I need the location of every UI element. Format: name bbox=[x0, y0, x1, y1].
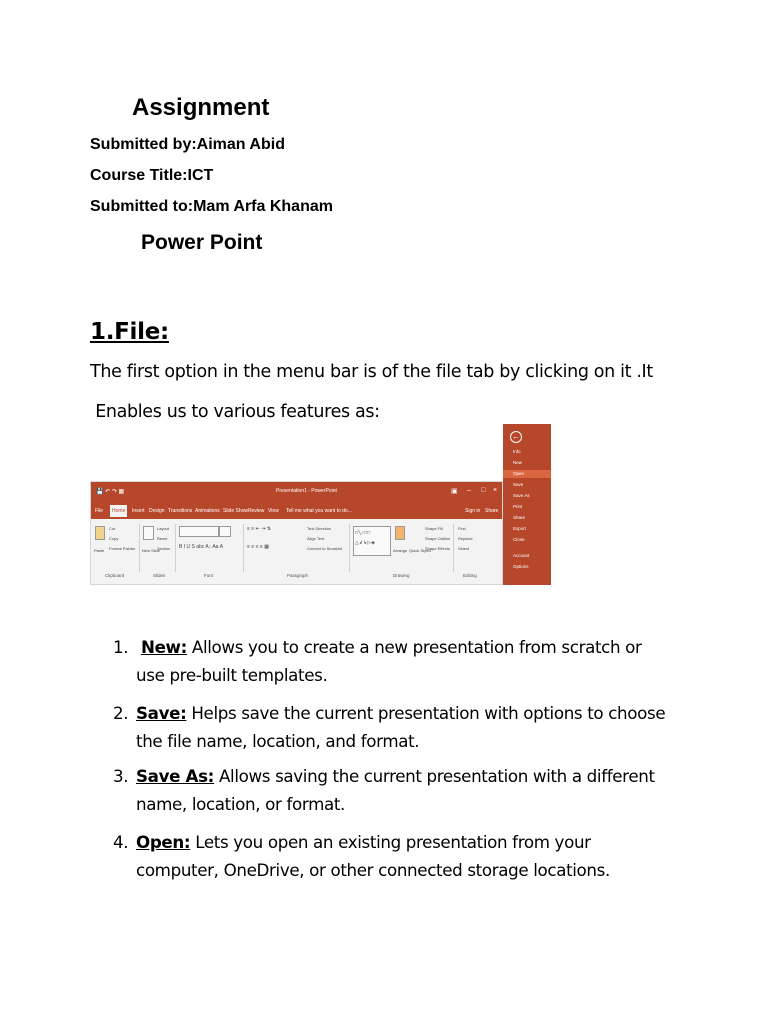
arrange-label: Arrange bbox=[393, 548, 408, 553]
group-editing: Editing bbox=[463, 573, 477, 578]
list-text-continued: use pre-built templates. bbox=[136, 664, 328, 685]
tab-animations: Animations bbox=[195, 508, 220, 514]
menu-item-save-as: Save As bbox=[513, 493, 530, 498]
file-backstage-menu bbox=[503, 424, 551, 585]
tab-view: View bbox=[268, 508, 279, 514]
list-term: New: bbox=[140, 637, 187, 657]
list-text: Allows you to create a new presentation from scratch or bbox=[186, 637, 642, 657]
find-label: Find bbox=[458, 526, 466, 531]
menu-item-options: Options bbox=[513, 564, 529, 569]
close-icon: × bbox=[493, 487, 498, 494]
convert-smartart-label: Convert to SmartArt bbox=[307, 546, 343, 551]
shapes-icons: □╲○□□ bbox=[355, 530, 371, 536]
menu-item-info: Info bbox=[513, 449, 521, 454]
list-text-continued: computer, OneDrive, or other connected storage locations. bbox=[136, 859, 610, 880]
section-heading: 1.File: bbox=[90, 319, 169, 345]
list-text: Helps save the current presentation with options to choose bbox=[186, 703, 666, 723]
group-slides: Slides bbox=[153, 573, 166, 578]
list-text-continued: the file name, location, and format. bbox=[136, 730, 420, 751]
shape-outline-label: Shape Outline bbox=[425, 536, 451, 541]
list-icons: ≡ ≡ ⇤ ⇥ ⇅ bbox=[247, 526, 271, 532]
intro-line-2: Enables us to various features as: bbox=[90, 402, 380, 422]
group-paragraph: Paragraph bbox=[287, 573, 309, 578]
course-title: Course Title:ICT bbox=[90, 167, 214, 184]
tab-file: File bbox=[95, 508, 104, 514]
tab-home: Home bbox=[110, 505, 127, 517]
window-title: Presentation1 - PowerPoint bbox=[276, 488, 337, 494]
replace-label: Replace bbox=[458, 536, 473, 541]
paste-icon bbox=[95, 526, 105, 540]
menu-item-new: New bbox=[513, 460, 523, 465]
menu-item-account: Account bbox=[513, 553, 530, 558]
list-text: Allows saving the current presentation with a different bbox=[214, 766, 655, 786]
group-drawing: Drawing bbox=[393, 573, 410, 578]
font-format-icons: B I U S abc A↓ Aa A bbox=[179, 544, 223, 550]
list-number: 1. bbox=[113, 637, 129, 657]
tell-me-box: Tell me what you want to do... bbox=[286, 508, 352, 514]
intro-line-1: The first option in the menu bar is of the file tab by clicking on it .It bbox=[90, 362, 653, 382]
minimize-icon: – bbox=[467, 487, 471, 494]
list-term: Open: bbox=[136, 832, 191, 852]
list-term: Save As: bbox=[136, 766, 215, 786]
list-text-continued: name, location, or format. bbox=[136, 793, 346, 814]
text-direction-label: Text Direction bbox=[307, 526, 332, 531]
ribbon-tabs bbox=[91, 502, 502, 519]
shape-effects-label: Shape Effects bbox=[425, 546, 450, 551]
group-clipboard: Clipboard bbox=[105, 573, 125, 578]
select-label: Select bbox=[458, 546, 470, 551]
restore-icon: □ bbox=[481, 487, 486, 494]
powerpoint-ribbon-screenshot bbox=[90, 481, 503, 585]
list-text: Lets you open an existing presentation from your bbox=[190, 832, 591, 852]
tab-review: Review bbox=[248, 508, 265, 514]
quick-access-icons: 💾 ↶ ↷ ▦ bbox=[96, 489, 125, 495]
document-subtitle: Power Point bbox=[141, 231, 263, 254]
back-arrow-icon: ← bbox=[512, 432, 520, 441]
submitted-by: Submitted by:Aiman Abid bbox=[90, 136, 285, 153]
group-divider bbox=[175, 524, 176, 572]
quick-styles-label: Quick Styles bbox=[409, 548, 432, 553]
layout-label: Layout bbox=[157, 526, 170, 531]
list-number: 4. bbox=[113, 832, 129, 852]
arrange-icon bbox=[395, 526, 405, 540]
sign-in-link: Sign in bbox=[465, 508, 481, 514]
group-divider bbox=[349, 524, 350, 572]
share-button: Share bbox=[485, 508, 499, 514]
group-divider bbox=[139, 524, 140, 572]
align-icons: ≡ ≡ ≡ ≡ ▦ bbox=[247, 544, 269, 550]
shape-fill-label: Shape Fill bbox=[425, 526, 443, 531]
group-divider bbox=[453, 524, 454, 572]
paste-label: Paste bbox=[94, 548, 105, 553]
tab-design: Design bbox=[149, 508, 165, 514]
menu-item-print: Print bbox=[513, 504, 523, 509]
group-divider bbox=[243, 524, 244, 572]
font-size-box bbox=[219, 526, 231, 537]
submitted-to: Submitted to:Mam Arfa Khanam bbox=[90, 198, 333, 215]
group-font: Font bbox=[204, 573, 214, 578]
menu-item-close: Close bbox=[513, 537, 525, 542]
tab-slide-show: Slide Show bbox=[223, 508, 249, 514]
menu-item-open: Open bbox=[503, 470, 551, 478]
list-term: Save: bbox=[136, 703, 187, 723]
format-painter-label: Format Painter bbox=[109, 546, 136, 551]
tab-insert: Insert bbox=[132, 508, 145, 514]
new-slide-label: New Slide bbox=[142, 548, 161, 553]
menu-item-save: Save bbox=[513, 482, 524, 487]
list-number: 2. bbox=[113, 703, 129, 723]
cut-label: Cut bbox=[109, 526, 116, 531]
section-label: Section bbox=[157, 546, 171, 551]
align-text-label: Align Text bbox=[307, 536, 325, 541]
new-slide-icon bbox=[143, 526, 154, 540]
title-bar bbox=[91, 482, 502, 502]
tab-transitions: Transitions bbox=[168, 508, 193, 514]
list-number: 3. bbox=[113, 766, 129, 786]
copy-label: Copy bbox=[109, 536, 119, 541]
shapes-icons: △↲↳▷◈ bbox=[355, 540, 375, 546]
reset-label: Reset bbox=[157, 536, 168, 541]
font-name-box bbox=[179, 526, 219, 537]
menu-item-export: Export bbox=[513, 526, 527, 531]
ribbon-options-icon: ▣ bbox=[451, 488, 458, 495]
menu-item-share: Share bbox=[513, 515, 526, 520]
document-title: Assignment bbox=[132, 94, 270, 121]
